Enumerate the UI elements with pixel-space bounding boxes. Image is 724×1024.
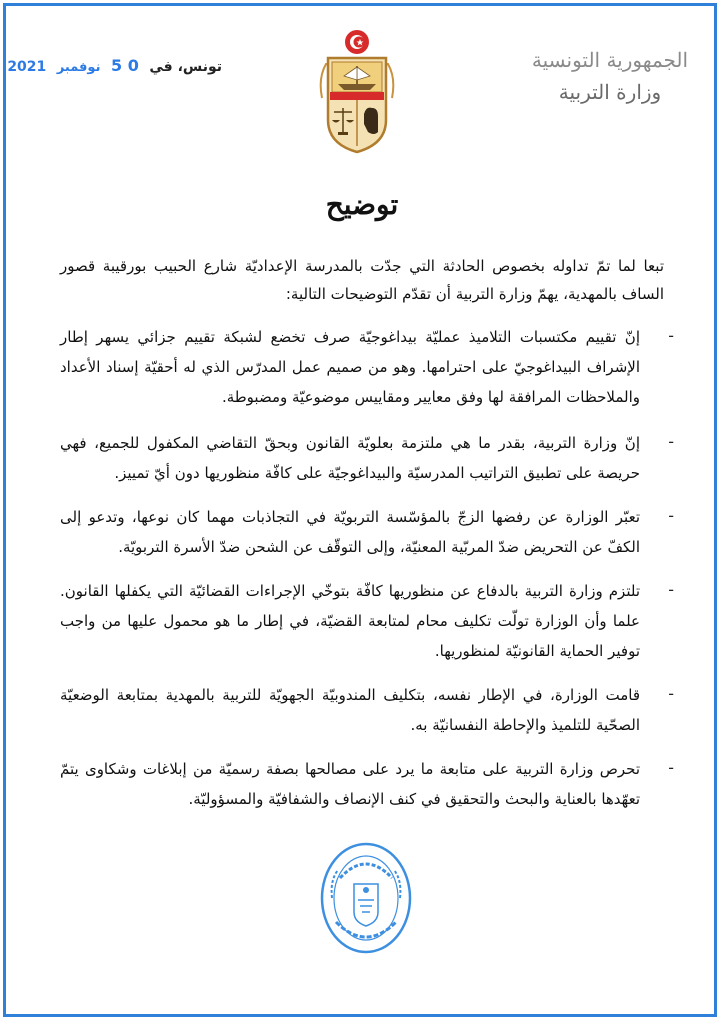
- letterhead: [530, 48, 690, 104]
- list-bullet: -: [668, 506, 674, 525]
- ministry-stamp-icon: [318, 840, 414, 956]
- list-bullet: -: [668, 432, 674, 451]
- date-prefix: تونس، في: [149, 59, 222, 75]
- date-year: 2021: [7, 59, 47, 75]
- ministry-name: وزارة التربية: [558, 80, 662, 104]
- date-month: نوفمبر: [56, 60, 101, 75]
- list-bullet: -: [668, 580, 674, 599]
- list-item-text: تلتزم وزارة التربية بالدفاع عن منظوريها كافّة بتوخّي الإجراءات القضائيّة التي يكفلها القانون. علما وأن الوزارة تولّت تكليف محام لمتابعة القضيّة، في إطار ما هو محمول عليها من واجب توفير الحماية القانونيّة لمنظوريها.: [60, 582, 640, 660]
- list-item-text: قامت الوزارة، في الإطار نفسه، بتكليف المندوبيّة الجهويّة للتربية بالمهدية بمتابعة الوضعيّة الصحّية للتلميذ والإحاطة النفسانيّة به.: [60, 686, 640, 734]
- intro-paragraph: تبعا لما تمّ تداوله بخصوص الحادثة التي جدّت بالمدرسة الإعداديّة شارع الحبيب بورقيبة قصور الساف بالمهدية، يهمّ وزارة التربية أن تقدّم التوضيحات التالية:: [60, 257, 664, 303]
- tunisia-coat-of-arms-icon: [316, 28, 398, 156]
- republic-name: الجمهورية التونسية: [531, 48, 689, 72]
- date-day: 0 5: [111, 56, 139, 75]
- date-line: [7, 56, 222, 82]
- list-item-text: تعبّر الوزارة عن رفضها الزجّ بالمؤسّسة التربويّة في التجاذبات مهما كان نوعها، وتدعو إلى الكفّ عن التحريض ضدّ المربّية المعنيّة، وإلى التوقّف عن الشحن ضدّ الأسرة التربويّة.: [60, 508, 640, 556]
- list-bullet: -: [668, 326, 674, 345]
- document-title: توضيح: [325, 188, 399, 221]
- list-bullet: -: [668, 684, 674, 703]
- list-bullet: -: [668, 758, 674, 777]
- list-item-text: إنّ وزارة التربية، بقدر ما هي ملتزمة بعلويّة القانون وبحقّ التقاضي المكفول للجميع، فهي حريصة على تطبيق التراتيب المدرسيّة والبيداغوجيّة على كافّة منظوريها دون أيّ تمييز.: [60, 434, 640, 482]
- list-item-text: إنّ تقييم مكتسبات التلاميذ عمليّة بيداغوجيّة صرف تخضع لشبكة تقييم جزائي يسهر إطار الإشراف البيداغوجيّ على احترامها. وهو من صميم عمل المدرّس الذي له أحقيّة إسناد الأعداد والملاحظات المرافقة لها وفق معايير ومقاييس موضوعيّة ومضبوطة.: [60, 328, 640, 406]
- list-item-text: تحرص وزارة التربية على متابعة ما يرد على مصالحها بصفة رسميّة من إبلاغات وشكاوى يتمّ تعهّدها بالعناية والبحث والتحقيق في كنف الإنصاف والشفافيّة والمسؤوليّة.: [60, 760, 640, 808]
